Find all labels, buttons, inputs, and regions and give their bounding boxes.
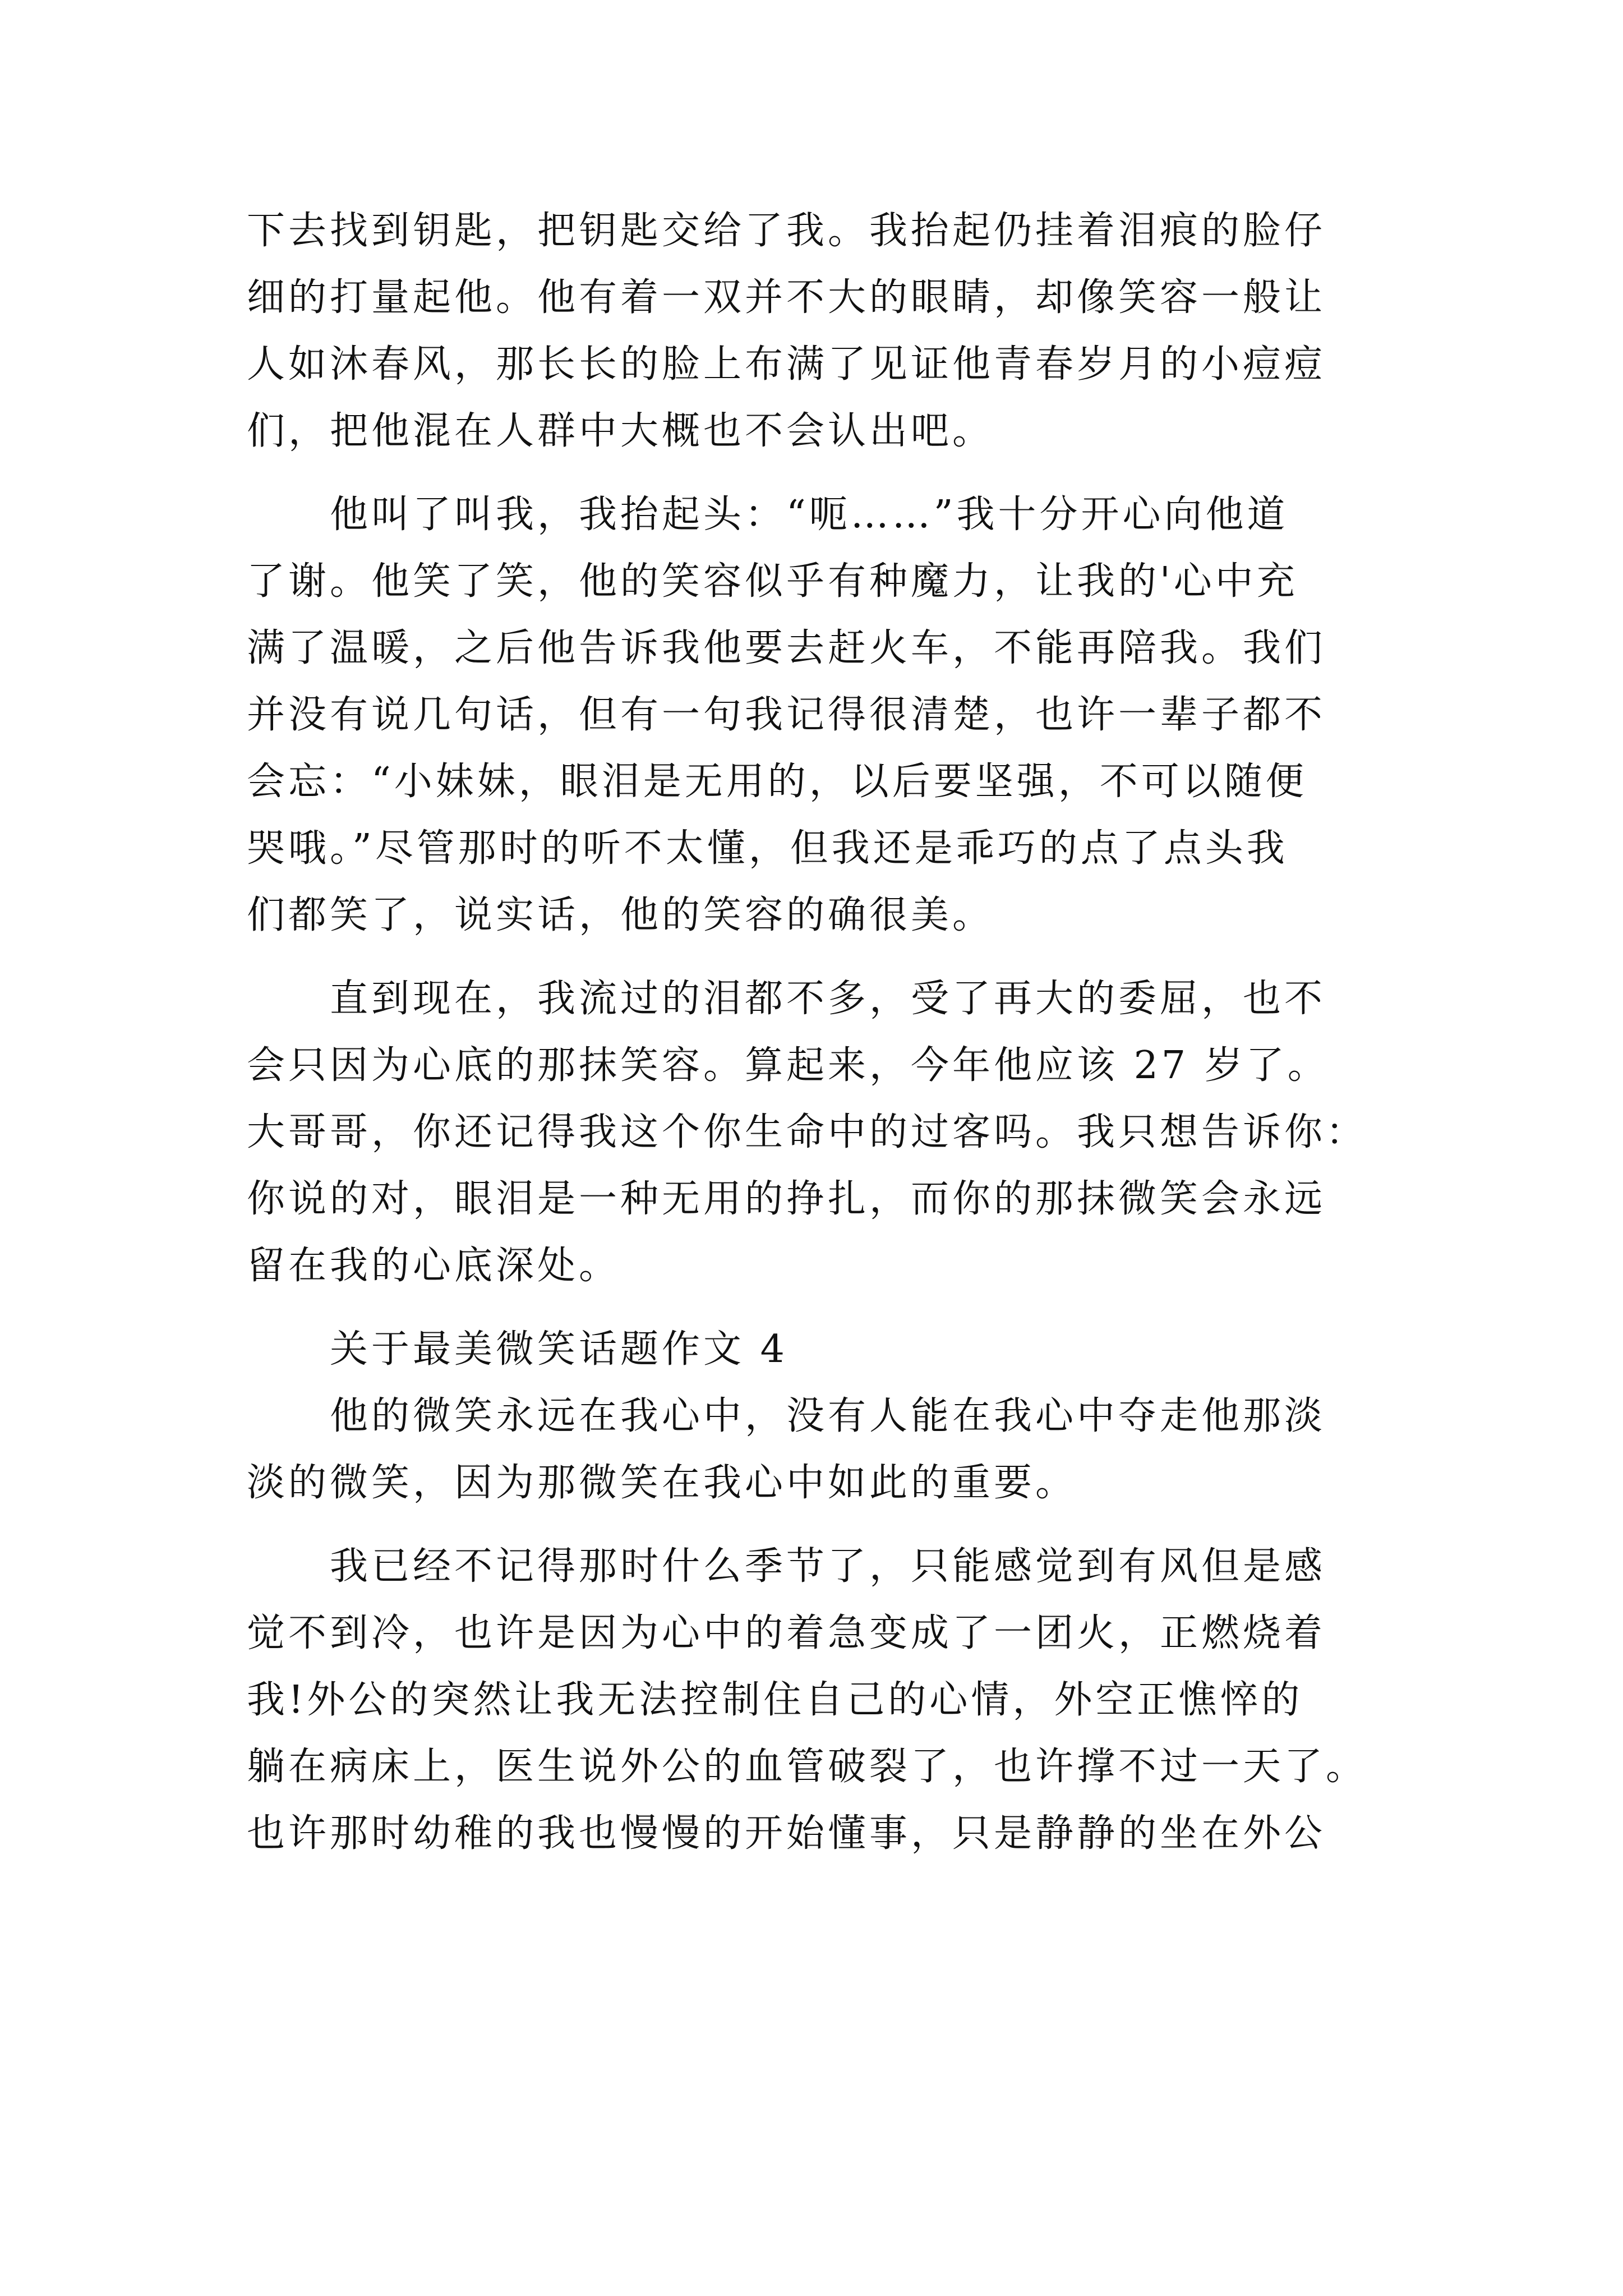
paragraph-gap [247, 464, 1391, 481]
text-line: 并没有说几句话，但有一句我记得很清楚，也许一辈子都不 [247, 693, 1326, 737]
text-line: 细的打量起他。他有着一双并不大的眼睛，却像笑容一般让 [247, 275, 1326, 320]
text-line: 你说的对，眼泪是一种无用的挣扎，而你的那抹微笑会永远 [247, 1177, 1326, 1221]
text-line: 躺在病床上，医生说外公的血管破裂了，也许撑不过一天了。 [247, 1745, 1368, 1789]
paragraph-gap [247, 949, 1391, 965]
text-line: 了谢。他笑了笑，他的笑容似乎有种魔力，让我的'心中充 [247, 559, 1298, 604]
text-line: 我!外公的突然让我无法控制住自己的心情，外空正憔悴的 [247, 1678, 1303, 1722]
text-line: 们都笑了，说实话，他的笑容的确很美。 [247, 893, 994, 937]
text-line: 会只因为心底的那抹笑容。算起来，今年他应该 27 岁了。 [247, 1043, 1329, 1088]
text-line: 大哥哥，你还记得我这个你生命中的过客吗。我只想告诉你： [247, 1110, 1368, 1154]
text-line: 下去找到钥匙，把钥匙交给了我。我抬起仍挂着泪痕的脸仔 [247, 209, 1326, 253]
text-line: 会忘：“小妹妹，眼泪是无用的，以后要坚强，不可以随便 [247, 760, 1307, 804]
text-line: 满了温暖，之后他告诉我他要去赶火车，不能再陪我。我们 [247, 626, 1326, 670]
body-text [247, 197, 1391, 1867]
text-line: 我已经不记得那时什么季节了，只能感觉到有风但是感 [247, 1544, 1326, 1589]
paragraph-gap [247, 1299, 1391, 1316]
paragraph-gap [247, 1516, 1391, 1533]
text-line: 们，把他混在人群中大概也不会认出吧。 [247, 409, 994, 453]
text-line: 他的微笑永远在我心中，没有人能在我心中夺走他那淡 [247, 1394, 1326, 1438]
text-line: 留在我的心底深处。 [247, 1244, 621, 1288]
text-line: 淡的微笑，因为那微笑在我心中如此的重要。 [247, 1461, 1077, 1505]
section-heading: 关于最美微笑话题作文 4 [247, 1327, 788, 1372]
text-line: 哭哦。”尽管那时的听不太懂，但我还是乖巧的点了点头我 [247, 826, 1288, 871]
text-line: 觉不到冷，也许是因为心中的着急变成了一团火，正燃烧着 [247, 1611, 1326, 1655]
text-line: 人如沐春风，那长长的脸上布满了见证他青春岁月的小痘痘 [247, 342, 1326, 386]
text-line: 也许那时幼稚的我也慢慢的开始懂事，只是静静的坐在外公 [247, 1811, 1326, 1856]
text-line: 直到现在，我流过的泪都不多，受了再大的委屈，也不 [247, 977, 1326, 1021]
text-line: 他叫了叫我，我抬起头：“呃……”我十分开心向他道 [247, 493, 1289, 537]
